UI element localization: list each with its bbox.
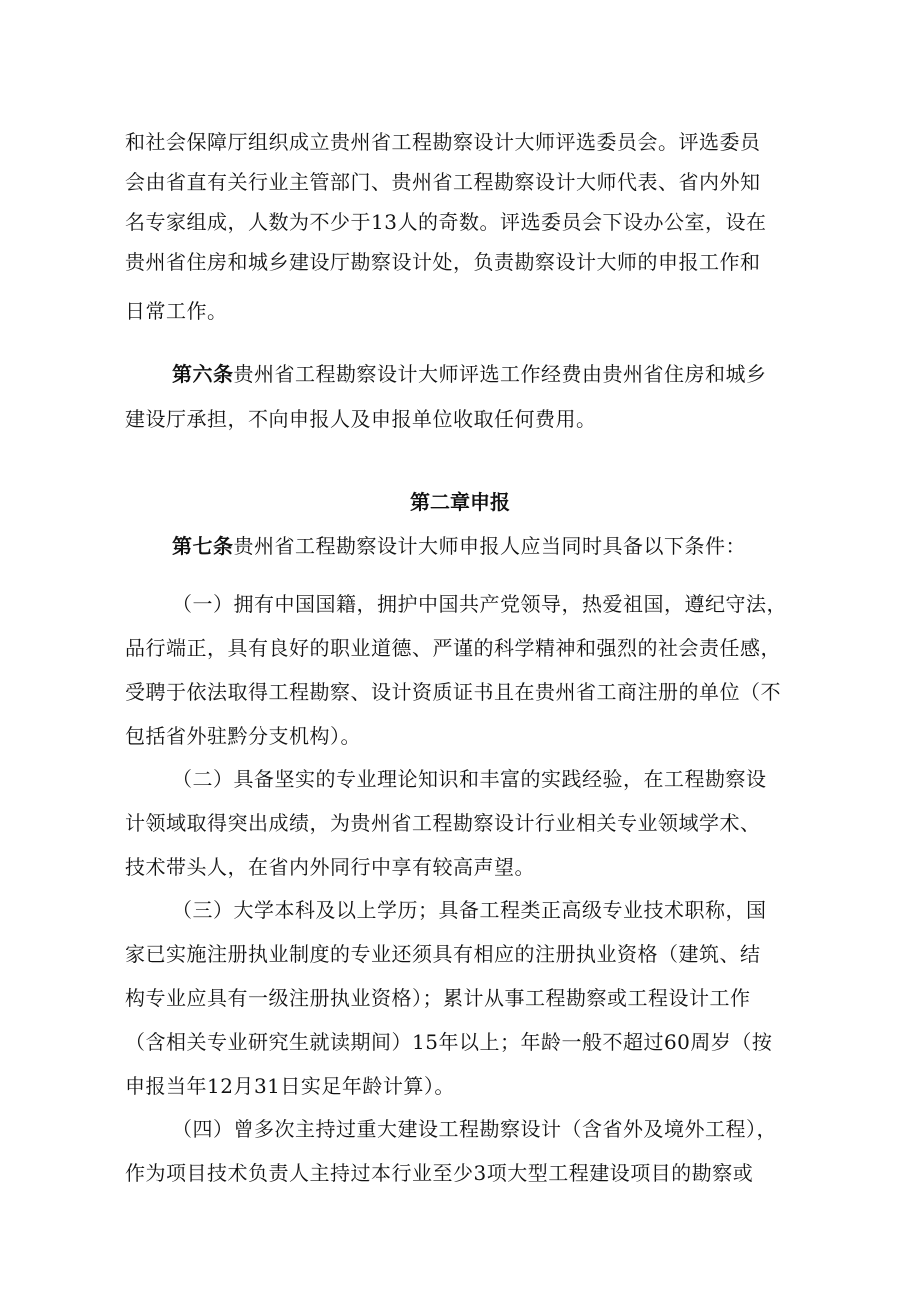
item-2-line-2: 计领域取得突出成绩，为贵州省工程勘察设计行业相关专业领域学术、 (125, 811, 761, 835)
article-6-line-1 (172, 360, 812, 388)
item-4-line-2: 作为项目技术负责人主持过本行业至少3项大型工程建设项目的勘察或 (125, 1161, 754, 1185)
article-6-label: 第六条 (172, 362, 234, 386)
item-1-line-1: （一）拥有中国国籍，拥护中国共产党领导，热爱祖国，遵纪守法， (172, 592, 787, 616)
paragraph-5-line-3: 名专家组成，人数为不少于13人的奇数。评选委员会下设办公室，设在 (125, 210, 767, 234)
item-3-line-2: 家已实施注册执业制度的专业还须具有相应的注册执业资格（建筑、结 (125, 942, 761, 966)
item-3-line-3: 构专业应具有一级注册执业资格）；累计从事工程勘察或工程设计工作 (125, 986, 751, 1010)
article-6-text-1: 贵州省工程勘察设计大师评选工作经费由贵州省住房和城乡 (233, 362, 767, 386)
item-1-line-2: 品行端正，具有良好的职业道德、严谨的科学精神和强烈的社会责任感， (125, 636, 781, 660)
article-7-line (172, 532, 812, 560)
article-6-line-2: 建设厅承担，不向申报人及申报单位收取任何费用。 (125, 407, 597, 431)
paragraph-5-line-5: 日常工作。 (125, 299, 228, 323)
item-4-line-1: （四）曾多次主持过重大建设工程勘察设计（含省外及境外工程）， (172, 1117, 777, 1141)
item-1-line-3: 受聘于依法取得工程勘察、设计资质证书且在贵州省工商注册的单位（不 (125, 680, 781, 704)
item-3-line-1: （三）大学本科及以上学历；具备工程类正高级专业技术职称，国 (172, 898, 767, 922)
item-3-line-5: 申报当年12月31日实足年龄计算）。 (125, 1074, 455, 1098)
article-7-intro: 贵州省工程勘察设计大师申报人应当同时具备以下条件： (233, 534, 746, 558)
paragraph-5-line-1: 和社会保障厅组织成立贵州省工程勘察设计大师评选委员会。评选委员 (125, 130, 761, 154)
item-2-line-3: 技术带头人，在省内外同行中享有较高声望。 (125, 855, 535, 879)
item-2-line-1: （二）具备坚实的专业理论知识和丰富的实践经验，在工程勘察设 (172, 767, 767, 791)
item-3-line-4: （含相关专业研究生就读期间）15年以上；年龄一般不超过60周岁（按 (125, 1030, 773, 1054)
item-1-line-4: 包括省外驻黔分支机构）。 (125, 724, 361, 748)
chapter-2-title: 第二章申报 (410, 490, 510, 514)
paragraph-5-line-4: 贵州省住房和城乡建设厅勘察设计处，负责勘察设计大师的申报工作和 (125, 250, 761, 274)
paragraph-5-line-2: 会由省直有关行业主管部门、贵州省工程勘察设计大师代表、省内外知 (125, 170, 761, 194)
article-7-label: 第七条 (172, 534, 234, 558)
